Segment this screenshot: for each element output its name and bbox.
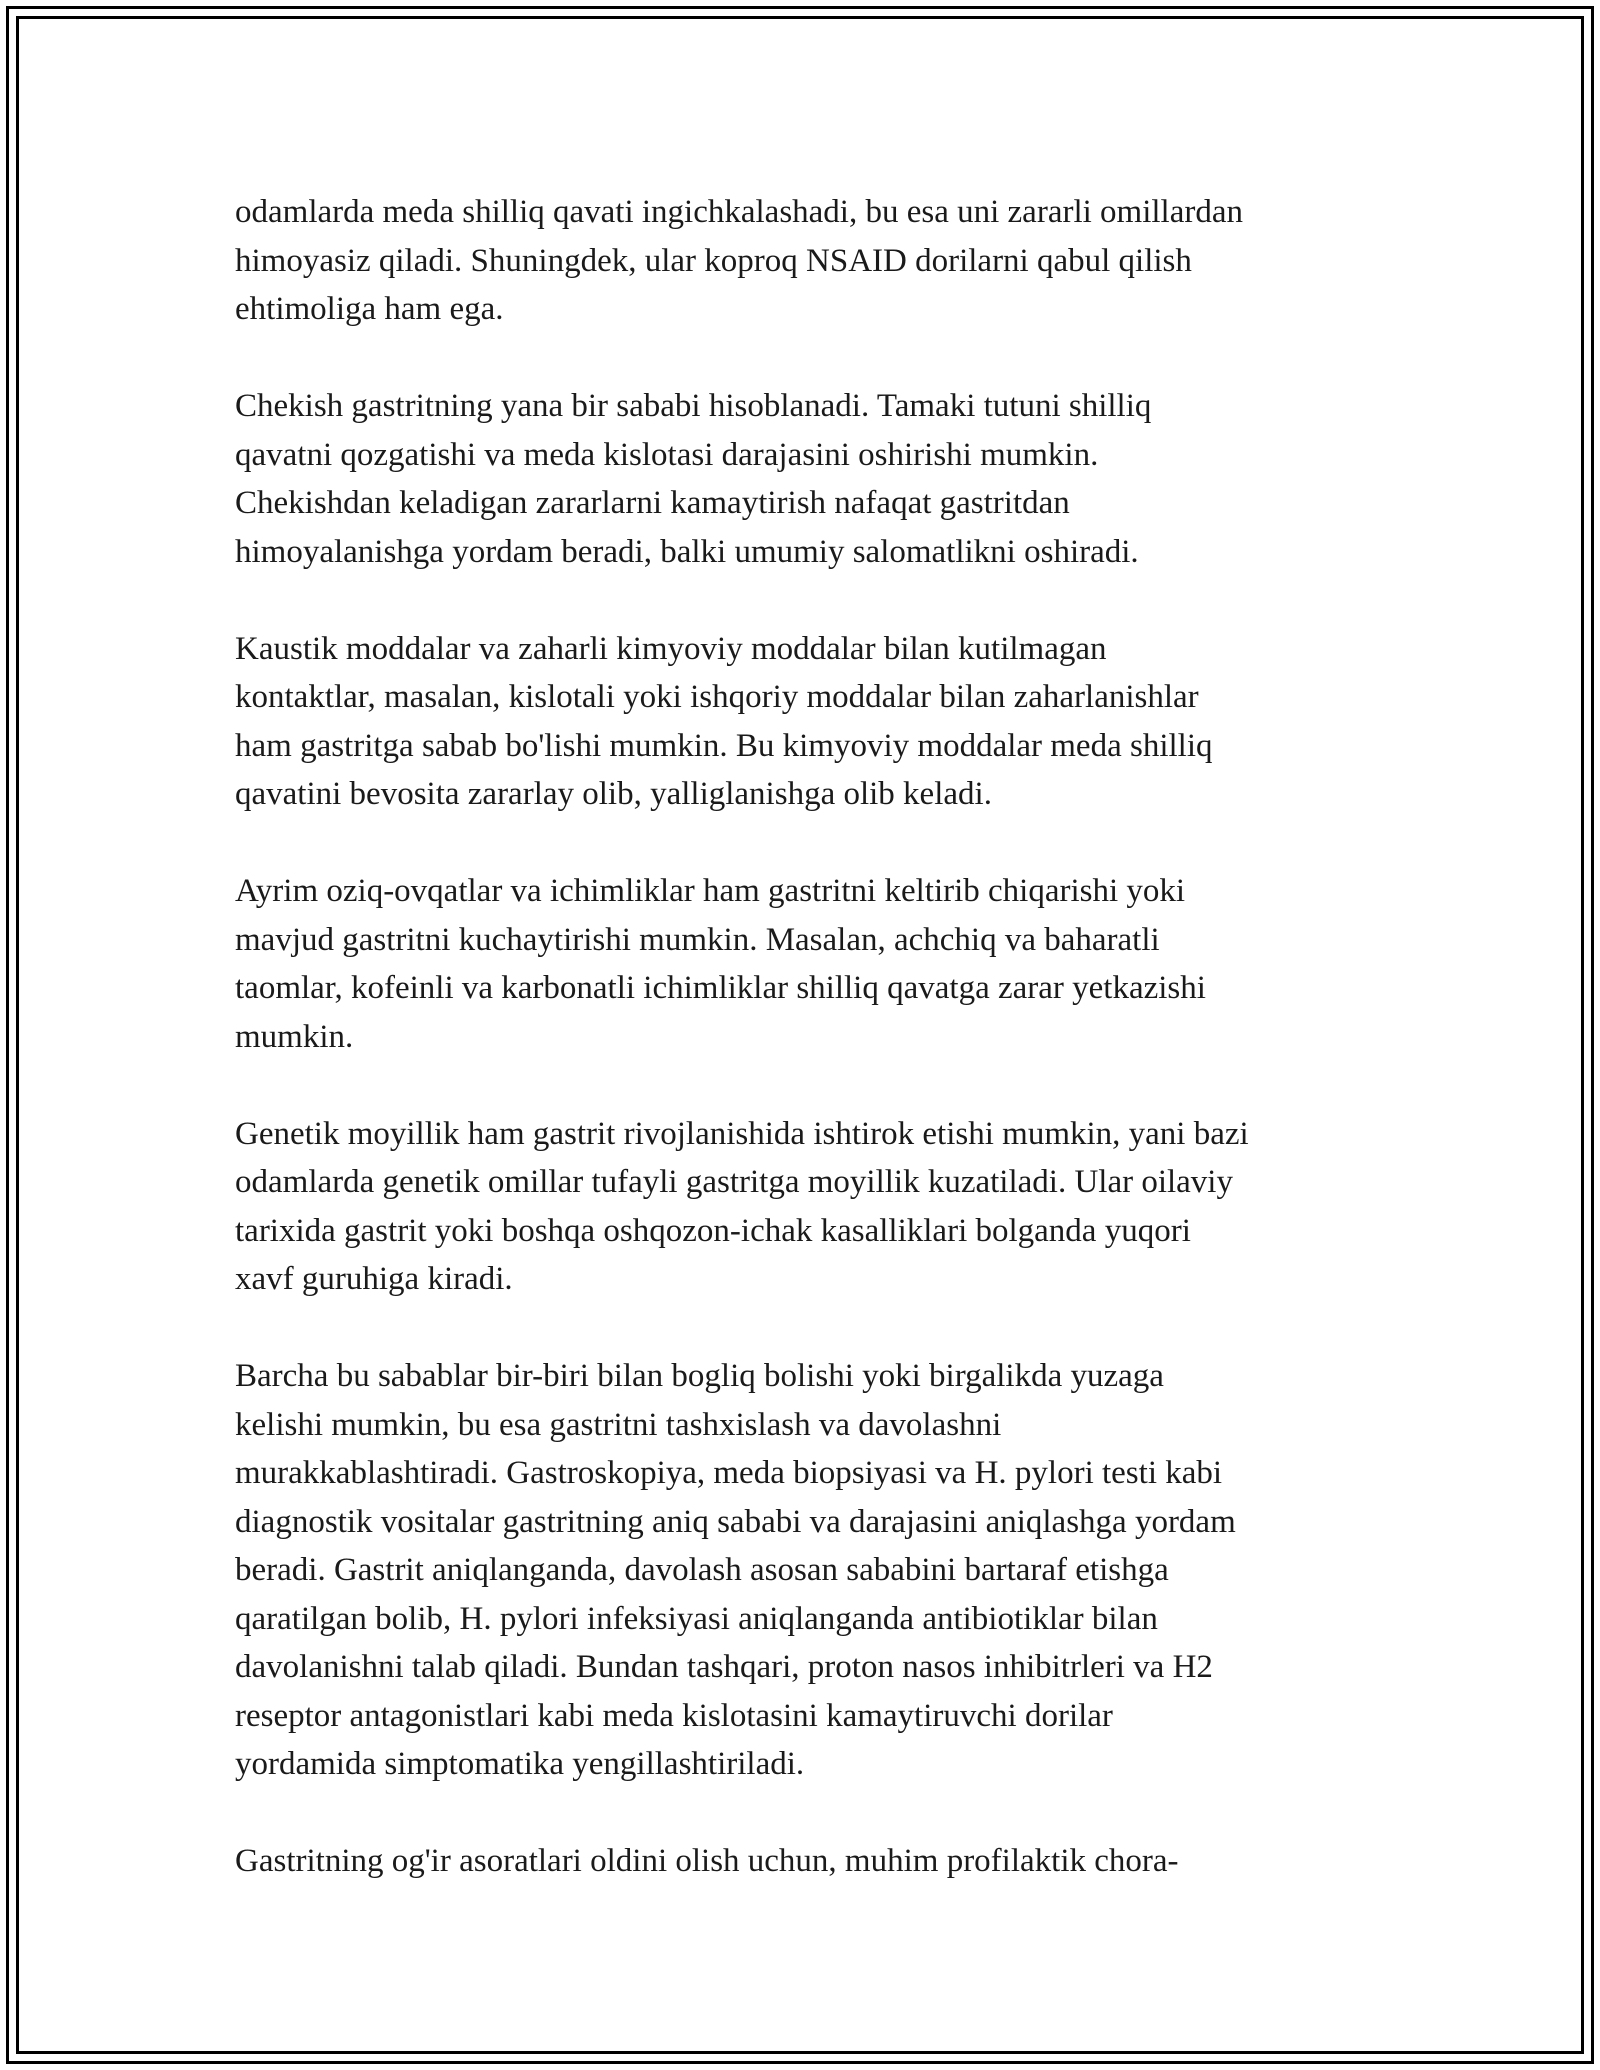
paragraph-1: odamlarda meda shilliq qavati ingichkalashadi, bu esa uni zararli omillardan himoyasiz qiladi. Shuningdek, ular koproq NSAID dorilarni qabul qilish ehtimoliga ham ega. (235, 194, 1243, 327)
paragraph-3: Kaustik moddalar va zaharli kimyoviy moddalar bilan kutilmagan kontaktlar, masalan, kislotali yoki ishqoriy moddalar bilan zaharlanishlar ham gastritga sabab bo'lishi mumkin. Bu kimyoviy moddalar meda shilliq qavatini bevosita zararlay olib, yalliglanishga olib keladi. (235, 630, 1213, 812)
document-body (235, 188, 1370, 1934)
paragraph-7: Gastritning og'ir asoratlari oldini olish uchun, muhim profilaktik chora- (235, 1843, 1179, 1879)
paragraph-2: Chekish gastritning yana bir sababi hisoblanadi. Tamaki tutuni shilliq qavatni qozgatishi va meda kislotasi darajasini oshirishi mumkin. Chekishdan keladigan zararlarni kamaytirish nafaqat gastritdan himoyalanishga yordam beradi, balki umumiy salomatlikni oshiradi. (235, 388, 1152, 570)
paragraph-4: Ayrim oziq-ovqatlar va ichimliklar ham gastritni keltirib chiqarishi yoki mavjud gastritni kuchaytirishi mumkin. Masalan, achchiq va baharatli taomlar, kofeinli va karbonatli ichimliklar shilliq qavatga zarar yetkazishi mumkin. (235, 873, 1206, 1055)
paragraph-6: Barcha bu sabablar bir-biri bilan bogliq bolishi yoki birgalikda yuzaga kelishi mumkin, bu esa gastritni tashxislash va davolashni murakkablashtiradi. Gastroskopiya, meda biopsiyasi va H. pylori testi kabi diagnostik vositalar gastritning aniq sababi va darajasini aniqlashga yordam beradi. Gastrit aniqlanganda, davolash asosan sababini bartaraf etishga qaratilgan bolib, H. pylori infeksiyasi aniqlanganda antibiotiklar bilan davolanishni talab qiladi. Bundan tashqari, proton nasos inhibitrleri va H2 reseptor antagonistlari kabi meda kislotasini kamaytiruvchi dorilar yordamida simptomatika yengillashtiriladi. (235, 1358, 1236, 1782)
paragraph-5: Genetik moyillik ham gastrit rivojlanishida ishtirok etishi mumkin, yani bazi odamlarda genetik omillar tufayli gastritga moyillik kuzatiladi. Ular oilaviy tarixida gastrit yoki boshqa oshqozon-ichak kasalliklari bolganda yuqori xavf guruhiga kiradi. (235, 1115, 1249, 1297)
